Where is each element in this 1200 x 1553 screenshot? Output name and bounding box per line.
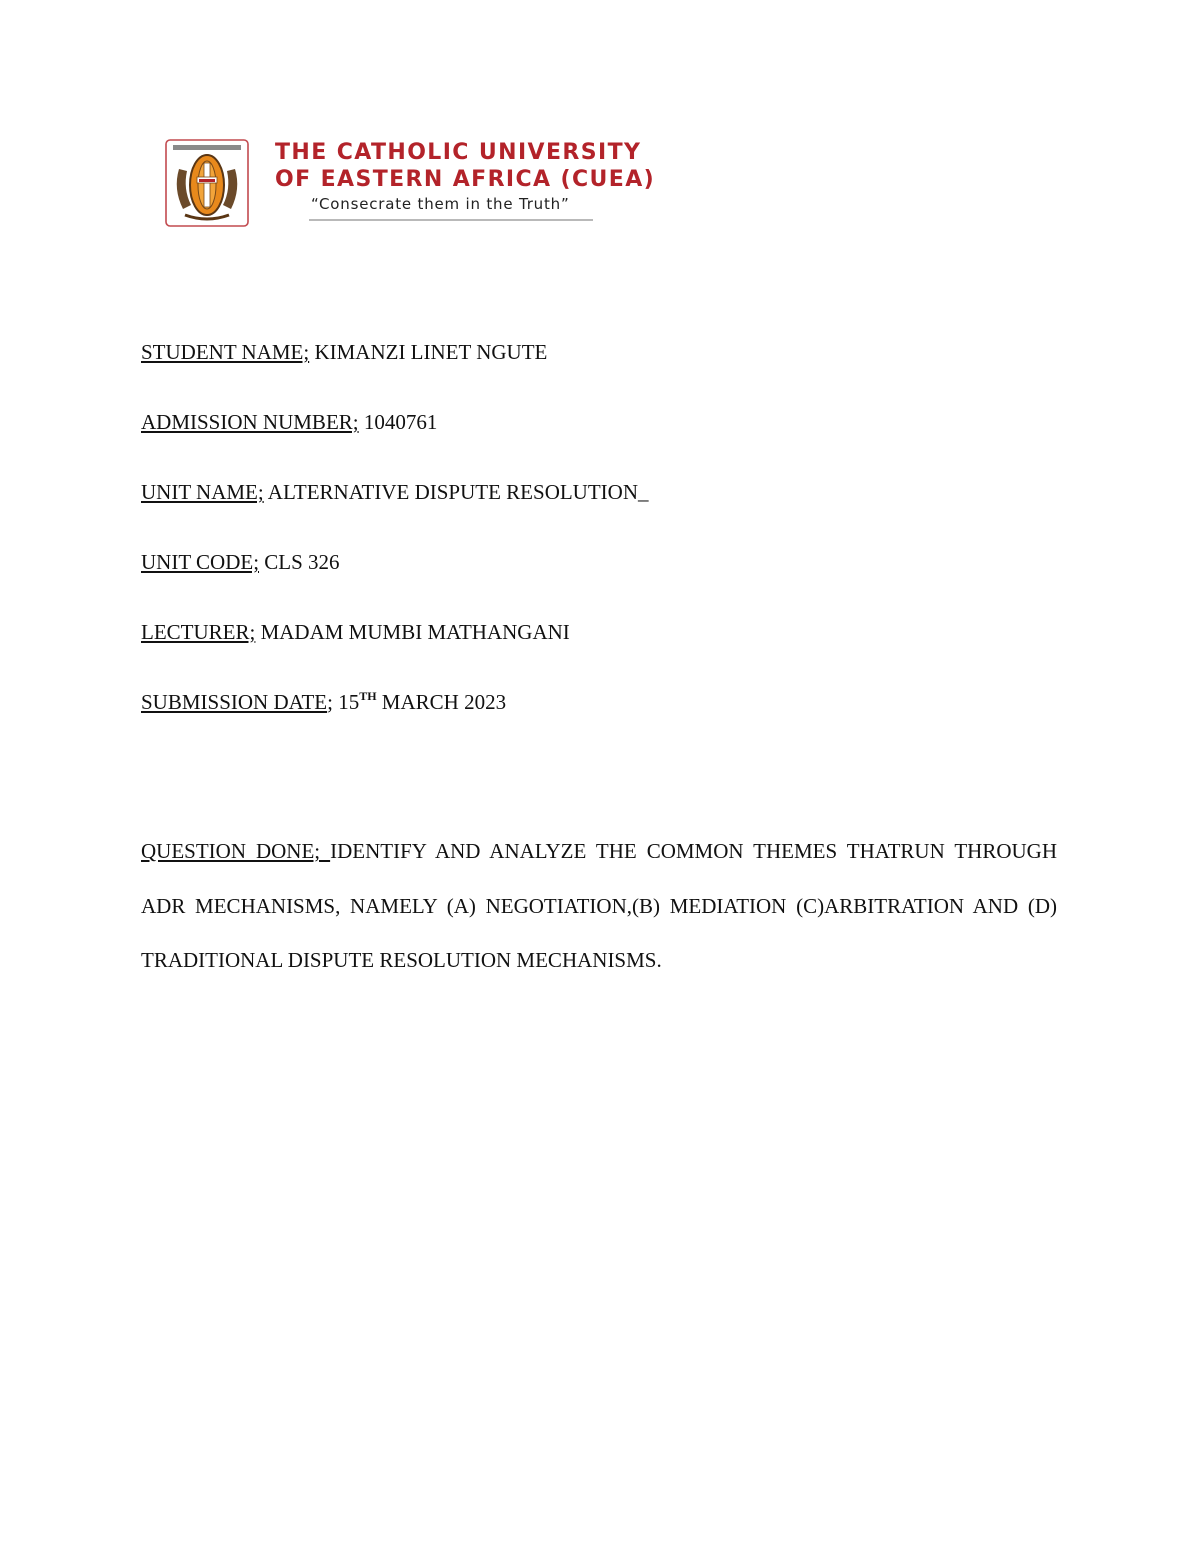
question-paragraph [141,824,1057,988]
university-motto: “Consecrate them in the Truth” [311,195,570,213]
student-name-value: KIMANZI LINET NGUTE [309,340,548,364]
university-name-line1: THE CATHOLIC UNIVERSITY [275,140,642,165]
submission-date-suffix: TH [359,689,377,703]
admission-number-field [141,408,1061,436]
unit-name-value: ALTERNATIVE DISPUTE RESOLUTION_ [263,480,649,504]
admission-number-value: 1040761 [358,410,438,434]
submission-date-label: SUBMISSION DATE [141,690,328,714]
lecturer-field [141,618,1061,646]
unit-code-field [141,548,1061,576]
submission-date-day: ; 15 [327,690,360,714]
student-name-field [141,338,1061,366]
lecturer-label: LECTURER; [141,620,256,644]
submission-date-field [141,688,1061,716]
unit-code-label: UNIT CODE; [141,550,260,574]
unit-name-label: UNIT NAME; [141,480,264,504]
lecturer-value: MADAM MUMBI MATHANGANI [255,620,570,644]
university-logo [165,139,656,231]
university-crest-icon [165,139,249,227]
university-name-line2: OF EASTERN AFRICA (CUEA) [275,167,656,192]
unit-name-field [141,478,1061,506]
student-details [141,338,1061,758]
university-name [275,139,655,193]
submission-date-value: MARCH 2023 [376,690,507,714]
motto-underline [309,219,593,221]
question-label: QUESTION DONE; [141,839,331,863]
admission-number-label: ADMISSION NUMBER; [141,410,359,434]
unit-code-value: CLS 326 [259,550,340,574]
student-name-label: STUDENT NAME; [141,340,310,364]
question-text: IDENTIFY AND ANALYZE THE COMMON THEMES THATRUN THROUGH ADR MECHANISMS, NAMELY (A) NEGOTIATION,(B) MEDIATION (C)ARBITRATION AND (D) TRADITIONAL DISPUTE RESOLUTION MECHANISMS. [141,839,1057,972]
